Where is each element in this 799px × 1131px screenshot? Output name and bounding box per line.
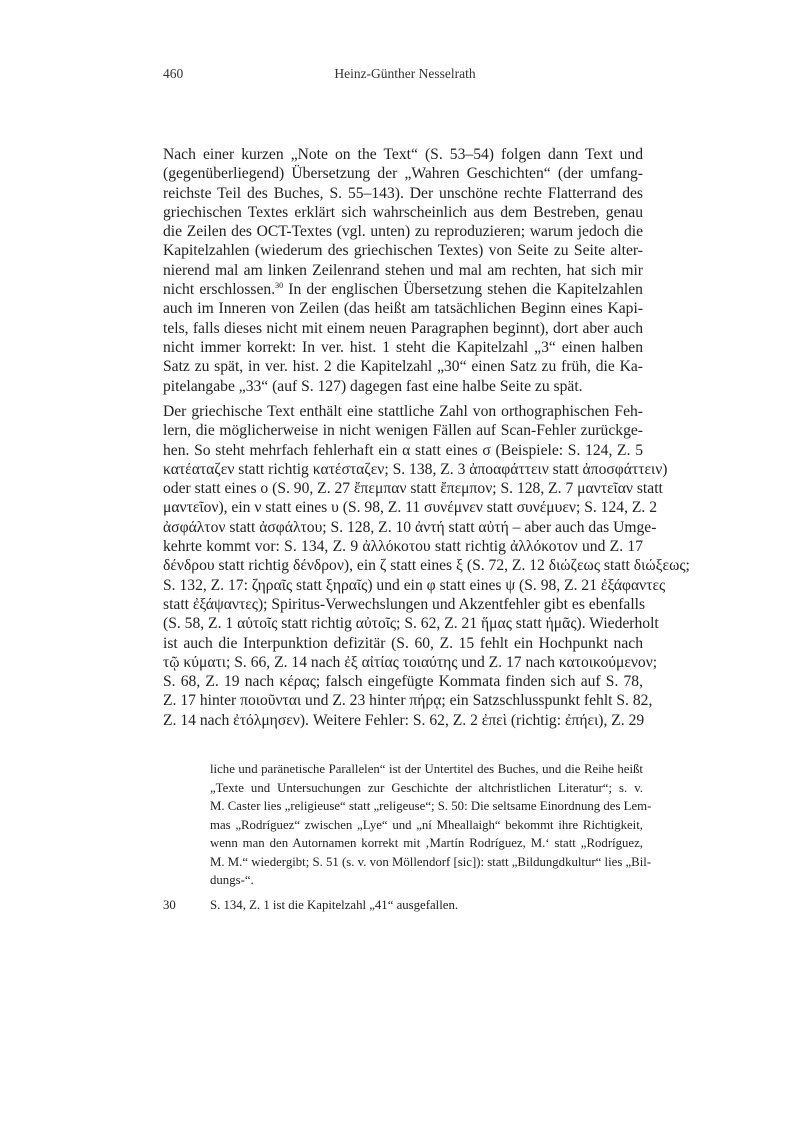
text-line: mas „Rodríguez“ zwischen „Lye“ und „ní Mheallaigh“ bekommt ihre Richtigkeit, <box>210 817 643 832</box>
text-line: Z. 14 nach ἐτόλμησεν). Weitere Fehler: S. 62, Z. 2 ἐπεὶ (richtig: ἐπήει), Z. 29 <box>163 711 645 729</box>
text-line: auch im Inneren von Zeilen (das heißt am tatsächlichen Beginn eines Kapi- <box>163 300 643 318</box>
text-line: δένδρου statt richtig δένδρον), ein ζ statt eines ξ (S. 72, Z. 12 διώζεως statt διώξεως; <box>163 557 690 575</box>
paragraph-2 <box>163 402 690 730</box>
text-line: griechischen Textes erklärt sich wahrscheinlich aus dem Bestreben, genau <box>163 203 643 221</box>
paragraph-1 <box>163 145 643 396</box>
footnote-number: 30 <box>163 898 176 912</box>
text-line: reichste Teil des Buches, S. 55–143). Der unschöne rechte Flatterrand des <box>163 184 643 202</box>
text-line: Nach einer kurzen „Note on the Text“ (S. 53–54) folgen dann Text und <box>163 146 643 163</box>
text-line: M. Caster lies „religieuse“ statt „religeuse“; S. 50: Die seltsame Einordnung des Lem- <box>210 799 652 813</box>
text-line: ist auch die Interpunktion defizitär (S. 60, Z. 15 fehlt ein Hochpunkt nach <box>163 634 643 652</box>
text-line: Kapitelzahlen (wiederum des griechischen Textes) von Seite zu Seite alter- <box>163 242 643 260</box>
text-segment: In der englischen Übersetzung stehen die Kapitelzahlen <box>283 281 643 299</box>
text-line: (gegenüberliegend) Übersetzung der „Wahren Geschichten“ (der umfang- <box>163 165 643 183</box>
text-line: statt ἐξάψαντες); Spiritus-Verwechslungen und Akzentfehler gibt es ebenfalls <box>163 595 646 613</box>
text-line: pitelangabe „33“ (auf S. 127) dagegen fast eine halbe Seite zu spät. <box>163 377 583 395</box>
text-line: oder statt eines ο (S. 90, Z. 27 ἔπεμπαν statt ἔπεμπον; S. 128, Z. 7 μαντεῖαν statt <box>163 480 663 498</box>
text-line: tels, falls dieses nicht mit einem neuen Paragraphen beginnt), dort aber auch <box>163 319 643 337</box>
footnote-30 <box>163 896 643 915</box>
text-line: nierend mal am linken Zeilenrand stehen und mal am rechten, hat sich mir <box>163 261 643 279</box>
text-line: Z. 17 hinter ποιοῦνται und Z. 23 hinter πήρᾳ; ein Satzschlusspunkt fehlt S. 82, <box>163 692 653 710</box>
text-line: die Zeilen des OCT-Textes (vgl. unten) zu reproduzieren; warum jedoch die <box>163 223 643 241</box>
text-segment: nicht erschlossen. <box>163 281 276 299</box>
text-line: lern, die möglicherweise in nicht wenigen Fällen auf Scan-Fehler zurückge- <box>163 422 643 440</box>
text-line: dungs-“. <box>210 873 254 887</box>
text-line: S. 68, Z. 19 nach κέρας; falsch eingefügte Kommata finden sich auf S. 78, <box>163 673 643 691</box>
text-line: τῷ κύματι; S. 66, Z. 14 nach ἐξ αἰτίας τοιαύτης und Z. 17 nach κατοικούμενον; <box>163 653 658 671</box>
text-line: wenn man den Autornamen korrekt mit ‚Martín Rodríguez, M.‘ statt „Rodríguez, <box>210 836 643 850</box>
text-line: S. 132, Z. 17: ζηραῖς statt ξηραῖς) und ein φ statt eines ψ (S. 98, Z. 21 ἐξάφαντες <box>163 576 666 594</box>
text-line: liche und paränetische Parallelen“ ist der Untertitel des Buches, und die Reihe heißt <box>210 762 643 776</box>
text-line: Der griechische Text enthält eine stattliche Zahl von orthographischen Feh- <box>163 403 643 420</box>
text-line <box>163 280 643 299</box>
text-line: M. M.“ wiedergibt; S. 51 (s. v. von Möllendorf [sic]): statt „Bildungdkultur“ lies „Bil- <box>210 854 652 869</box>
text-line: ἀσφάλτον statt ἀσφάλτου; S. 128, Z. 10 ἀντή statt αὐτή – aber auch das Umge- <box>163 518 657 536</box>
footnote-text: S. 134, Z. 1 ist die Kapitelzahl „41“ ausgefallen. <box>210 898 459 912</box>
footnote-ref-30[interactable]: 30 <box>275 281 284 291</box>
text-line: Satz zu spät, in ver. hist. 2 die Kapitelzahl „30“ einen Satz zu früh, die Ka- <box>163 358 643 376</box>
text-line: κατέαταζεν statt richtig κατέσταζεν; S. 138, Z. 3 ἀποαφάττειν statt ἀποσφάττειν) <box>163 460 668 478</box>
text-line: hen. So steht mehrfach fehlerhaft ein α statt eines σ (Beispiele: S. 124, Z. 5 <box>163 441 643 459</box>
text-line: „Texte und Untersuchungen zur Geschichte der altchristlichen Literatur“; s. v. <box>210 780 643 795</box>
page-number: 460 <box>163 66 184 81</box>
text-line: (S. 58, Z. 1 αὑτοῖς statt richtig αὐτοῖς; S. 62, Z. 21 ἥμας statt ἡμᾶς). Wiederholt <box>163 615 659 633</box>
text-line: nicht immer korrekt: In ver. hist. 1 steht die Kapitelzahl „3“ einen halben <box>163 338 643 356</box>
text-line: kehrte kommt vor: S. 134, Z. 9 ἀλλόκοτου statt richtig ἀλλόκοτον und Z. 17 <box>163 538 643 556</box>
footnote-continued <box>210 760 652 890</box>
running-title: Heinz-Günther Nesselrath <box>334 66 476 81</box>
text-line: μαντεῖον), ein ν statt eines υ (S. 98, Z. 11 συνέμνεν statt συνέμυεν; S. 124, Z. 2 <box>163 499 657 517</box>
